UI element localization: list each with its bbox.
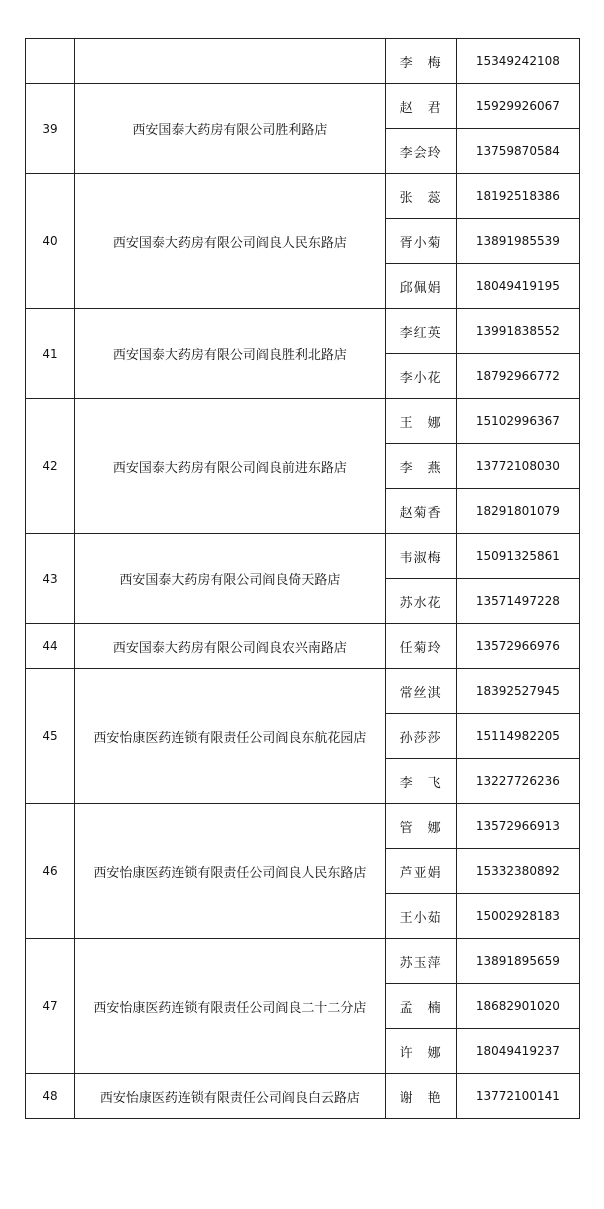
table-row [26, 669, 580, 714]
store-name-cell: 西安怡康医药连锁有限责任公司阎良白云路店 [75, 1074, 386, 1119]
contact-name-cell: 李小花 [385, 354, 456, 399]
store-name-cell: 西安国泰大药房有限公司阎良农兴南路店 [75, 624, 386, 669]
table-row [26, 804, 580, 849]
contact-name-cell: 苏玉萍 [385, 939, 456, 984]
contact-phone-cell: 13572966976 [456, 624, 579, 669]
store-number-cell: 43 [26, 534, 75, 624]
contact-phone-cell: 18049419237 [456, 1029, 579, 1074]
contact-name-cell: 韦淑梅 [385, 534, 456, 579]
contact-phone-cell: 13772108030 [456, 444, 579, 489]
contact-name-cell: 李 飞 [385, 759, 456, 804]
contact-name-cell: 芦亚娟 [385, 849, 456, 894]
store-number-cell: 44 [26, 624, 75, 669]
table-row [26, 1074, 580, 1119]
contact-phone-cell: 13772100141 [456, 1074, 579, 1119]
store-number-cell: 45 [26, 669, 75, 804]
contact-phone-cell: 15332380892 [456, 849, 579, 894]
contact-name-cell: 谢 艳 [385, 1074, 456, 1119]
store-name-cell: 西安国泰大药房有限公司阎良倚天路店 [75, 534, 386, 624]
contact-phone-cell: 18192518386 [456, 174, 579, 219]
store-name-cell: 西安国泰大药房有限公司阎良人民东路店 [75, 174, 386, 309]
contact-phone-cell: 18049419195 [456, 264, 579, 309]
store-name-cell: 西安怡康医药连锁有限责任公司阎良二十二分店 [75, 939, 386, 1074]
contact-phone-cell: 15114982205 [456, 714, 579, 759]
contact-name-cell: 王 娜 [385, 399, 456, 444]
contact-phone-cell: 13759870584 [456, 129, 579, 174]
contact-name-cell: 李 燕 [385, 444, 456, 489]
store-name-cell: 西安怡康医药连锁有限责任公司阎良东航花园店 [75, 669, 386, 804]
table-row [26, 399, 580, 444]
contact-phone-cell: 13571497228 [456, 579, 579, 624]
table-row [26, 534, 580, 579]
contact-phone-cell: 13891985539 [456, 219, 579, 264]
table-row [26, 939, 580, 984]
contact-phone-cell: 13891895659 [456, 939, 579, 984]
contact-phone-cell: 15002928183 [456, 894, 579, 939]
contact-name-cell: 李红英 [385, 309, 456, 354]
contact-name-cell: 李 梅 [385, 39, 456, 84]
contact-name-cell: 孟 楠 [385, 984, 456, 1029]
contact-name-cell: 胥小菊 [385, 219, 456, 264]
contact-name-cell: 苏水花 [385, 579, 456, 624]
contact-phone-cell: 18682901020 [456, 984, 579, 1029]
contact-name-cell: 许 娜 [385, 1029, 456, 1074]
store-number-cell: 41 [26, 309, 75, 399]
table-row [26, 39, 580, 84]
store-name-cell [75, 39, 386, 84]
store-number-cell: 39 [26, 84, 75, 174]
store-number-cell: 42 [26, 399, 75, 534]
store-number-cell: 47 [26, 939, 75, 1074]
contact-phone-cell: 13991838552 [456, 309, 579, 354]
store-name-cell: 西安国泰大药房有限公司胜利路店 [75, 84, 386, 174]
contact-name-cell: 管 娜 [385, 804, 456, 849]
contact-name-cell: 张 蕊 [385, 174, 456, 219]
store-number-cell: 48 [26, 1074, 75, 1119]
contact-phone-cell: 18392527945 [456, 669, 579, 714]
table-row [26, 84, 580, 129]
table-row [26, 174, 580, 219]
contact-name-cell: 赵 君 [385, 84, 456, 129]
contact-name-cell: 赵菊香 [385, 489, 456, 534]
contact-phone-cell: 15929926067 [456, 84, 579, 129]
contact-name-cell: 常丝淇 [385, 669, 456, 714]
store-number-cell [26, 39, 75, 84]
store-number-cell: 40 [26, 174, 75, 309]
contact-name-cell: 邱佩娟 [385, 264, 456, 309]
contact-name-cell: 李会玲 [385, 129, 456, 174]
store-name-cell: 西安国泰大药房有限公司阎良胜利北路店 [75, 309, 386, 399]
contact-phone-cell: 15091325861 [456, 534, 579, 579]
contact-name-cell: 任菊玲 [385, 624, 456, 669]
contact-phone-cell: 13227726236 [456, 759, 579, 804]
store-name-cell: 西安怡康医药连锁有限责任公司阎良人民东路店 [75, 804, 386, 939]
contact-phone-cell: 18291801079 [456, 489, 579, 534]
table-row [26, 624, 580, 669]
table-row [26, 309, 580, 354]
contact-name-cell: 孙莎莎 [385, 714, 456, 759]
store-name-cell: 西安国泰大药房有限公司阎良前进东路店 [75, 399, 386, 534]
pharmacy-contact-table [25, 38, 580, 1119]
contact-phone-cell: 13572966913 [456, 804, 579, 849]
contact-phone-cell: 15349242108 [456, 39, 579, 84]
store-number-cell: 46 [26, 804, 75, 939]
contact-phone-cell: 15102996367 [456, 399, 579, 444]
table-body [26, 39, 580, 1119]
contact-phone-cell: 18792966772 [456, 354, 579, 399]
contact-name-cell: 王小茹 [385, 894, 456, 939]
